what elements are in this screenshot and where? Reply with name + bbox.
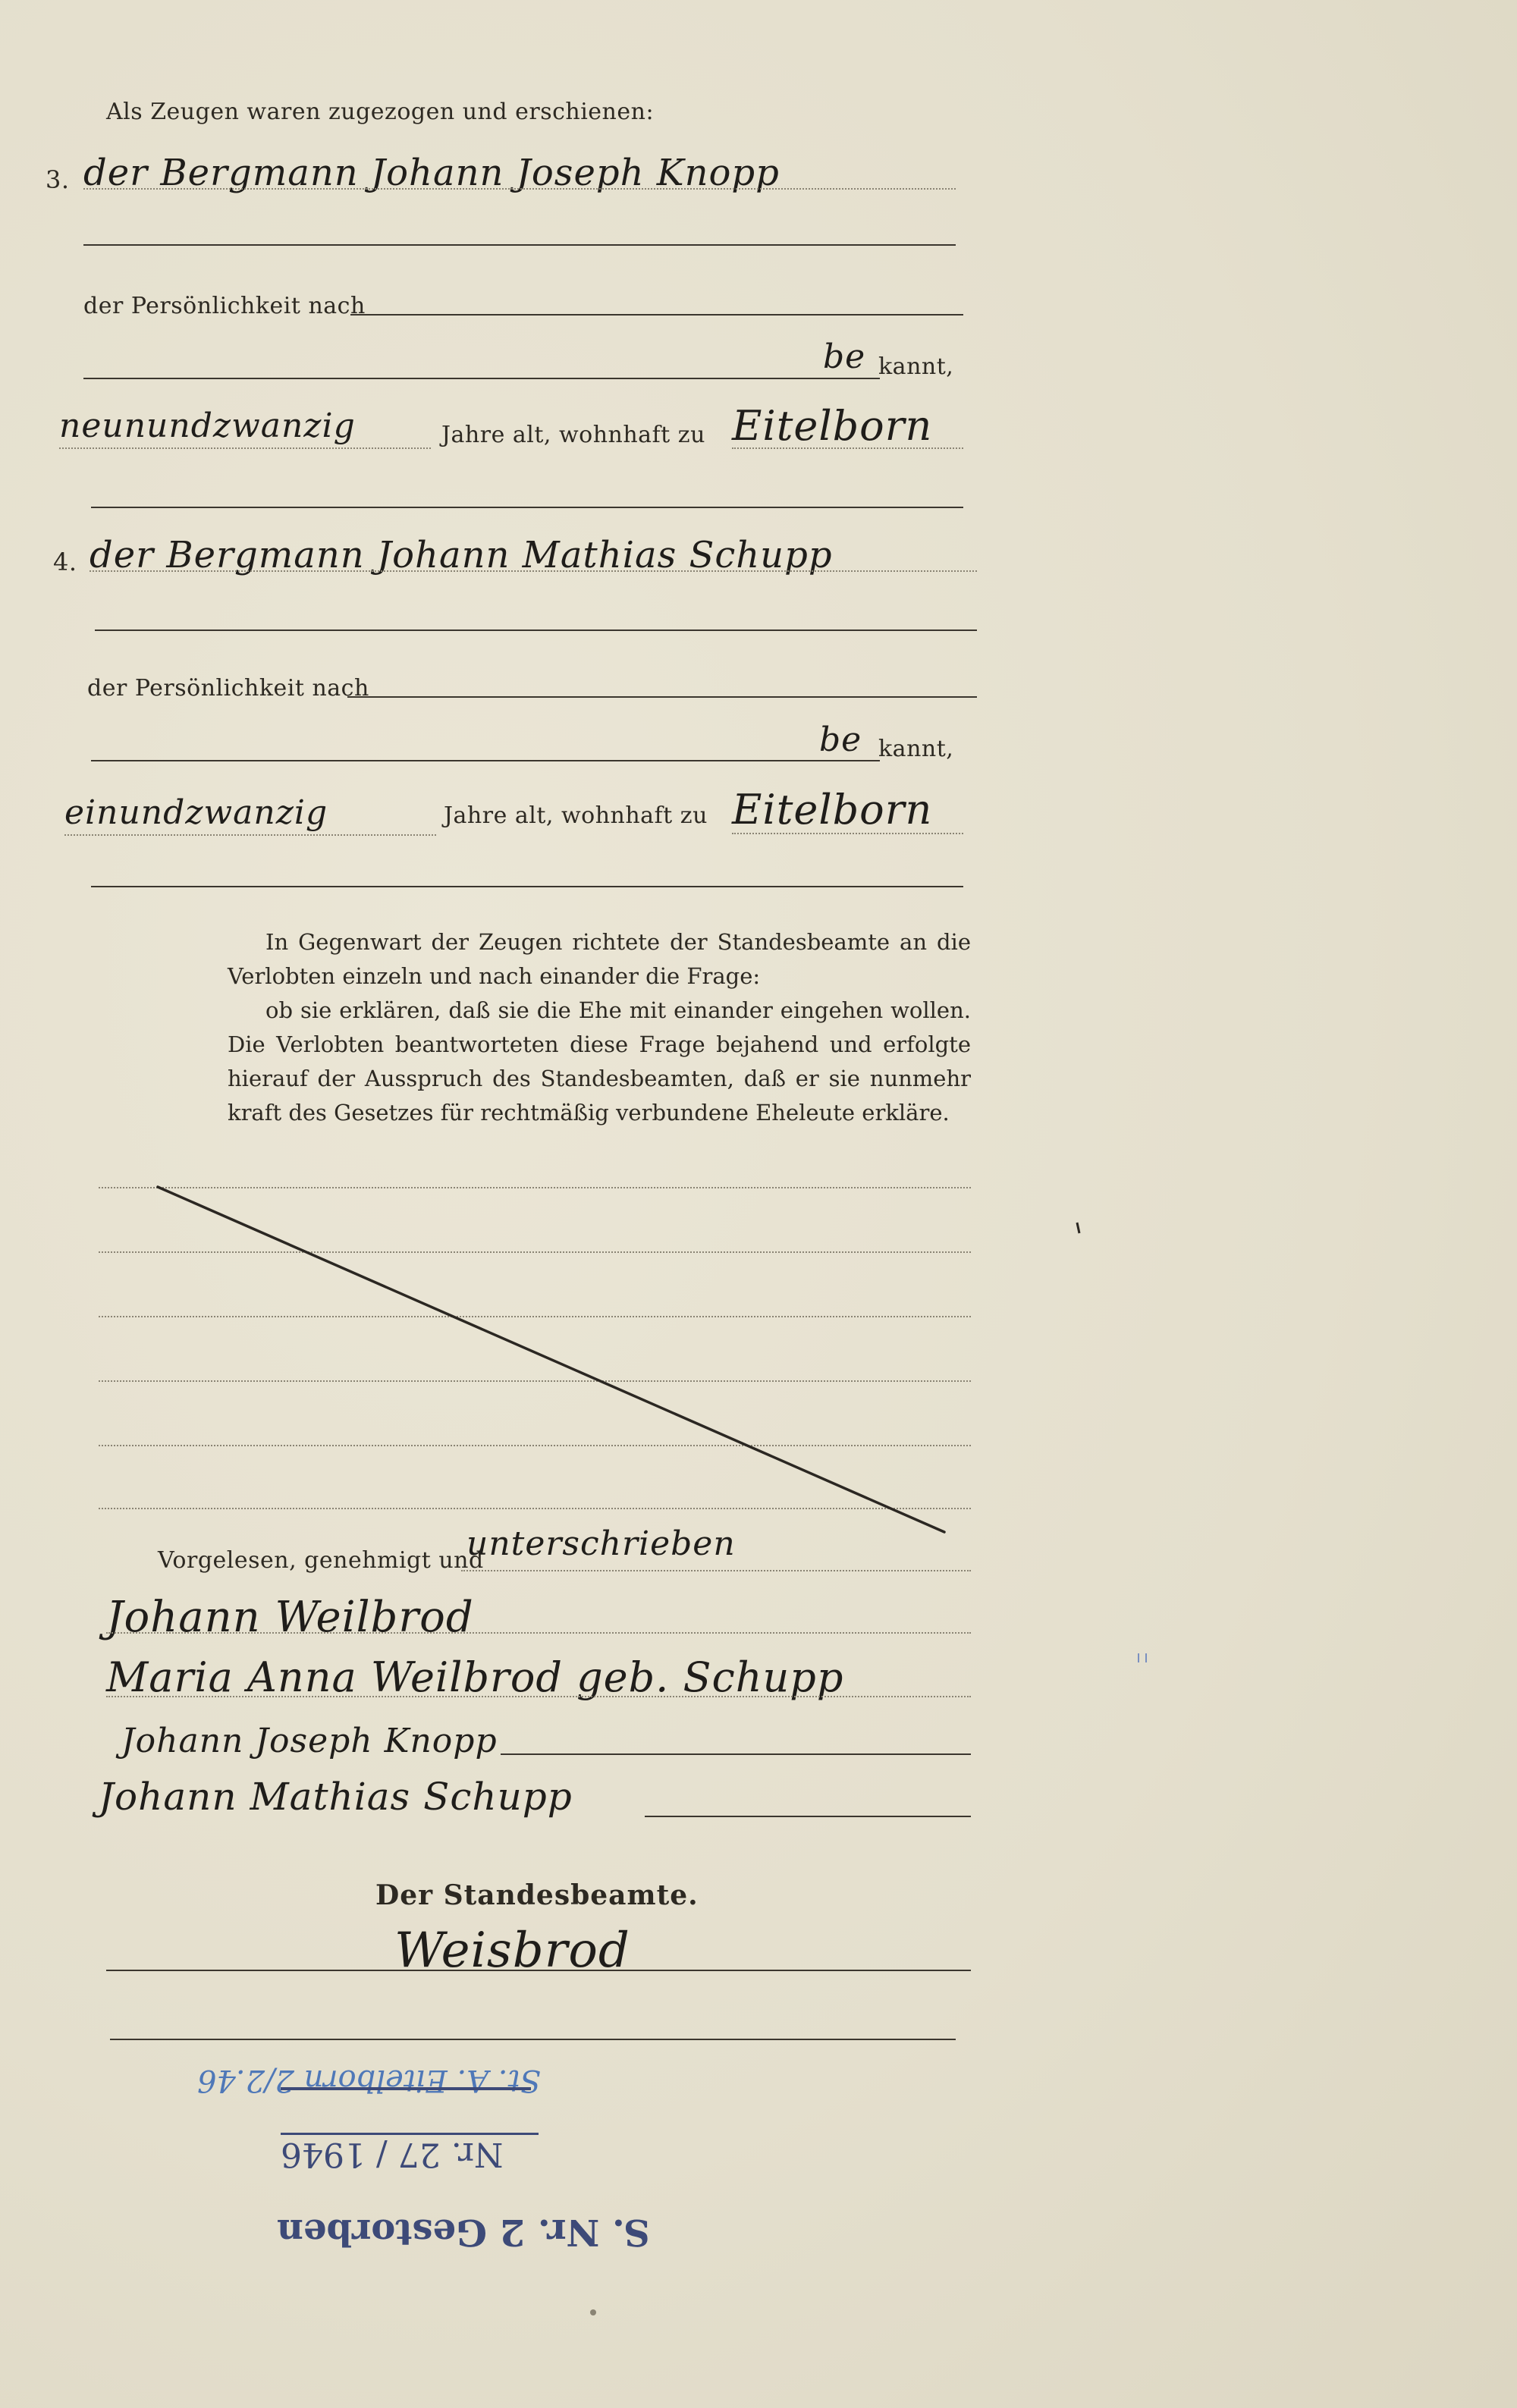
- signature-bride: Maria Anna Weilbrod geb. Schupp: [106, 1653, 844, 1701]
- registration-stamp-rule: [281, 2133, 539, 2135]
- witness-4-age: einundzwanzig: [64, 793, 328, 832]
- signature-line-1: [106, 1632, 971, 1634]
- witness-intro: Als Zeugen waren zugezogen und erschienen:: [106, 99, 655, 125]
- blue-mark: [1138, 1653, 1147, 1662]
- witness-3-name: der Bergmann Johann Joseph Knopp: [83, 152, 780, 194]
- closing-handwritten: unterschrieben: [466, 1524, 736, 1563]
- signature-witness-3: Johann Joseph Knopp: [121, 1722, 498, 1760]
- witness-4-age-label: Jahre alt, wohnhaft zu: [444, 802, 708, 829]
- closing-line: [461, 1570, 971, 1571]
- blue-note-strike: [281, 2087, 531, 2090]
- witness-3-known-label: kannt,: [878, 353, 954, 380]
- witness-3-number: 3.: [46, 165, 70, 194]
- official-line-2: [110, 2039, 956, 2040]
- official-signature: Weisbrod: [394, 1923, 630, 1979]
- signature-groom: Johann Weilbrod: [106, 1593, 474, 1642]
- closing-label: Vorgelesen, genehmigt und: [158, 1547, 484, 1574]
- death-reference-stamp: S. Nr. 2 Gestorben: [277, 2211, 650, 2253]
- official-title: Der Standesbeamte.: [375, 1879, 699, 1911]
- witness-3-identity-label: der Persönlichkeit nach: [83, 293, 366, 319]
- witness-3-age-label: Jahre alt, wohnhaft zu: [441, 422, 705, 448]
- ceremony-declaration: ob sie erklären, daß sie die Ehe mit einander eingehen wollen. Die Verlobten beantworteten diese Frage bejahend und erfolgte hierauf der Ausspruch des Standesbeamten, daß er sie nunmehr kraft des Gesetzes für rechtmäßig verbundene Eheleute erkläre.: [228, 997, 971, 1126]
- registration-number-stamp: Nr. 27 / 1946: [281, 2135, 504, 2174]
- witness-3-age: neunundzwanzig: [59, 407, 356, 445]
- official-line-1: [106, 1970, 971, 1971]
- signature-line-3: [501, 1753, 971, 1755]
- witness-4-identity-label: der Persönlichkeit nach: [87, 675, 369, 702]
- ceremony-question: In Gegenwart der Zeugen richtete der Standesbeamte an die Verlobten einzeln und nach einander die Frage:: [228, 929, 971, 989]
- signature-line-2: [106, 1696, 971, 1697]
- witness-4-name: der Bergmann Johann Mathias Schupp: [90, 534, 833, 576]
- witness-4-known-hw: be: [819, 721, 862, 759]
- signature-witness-4: Johann Mathias Schupp: [99, 1775, 573, 1819]
- witness-4-residence: Eitelborn: [732, 786, 933, 834]
- blue-marginal-note: St. A. Eitelborn 2/2.46: [197, 2063, 542, 2098]
- signature-line-4: [645, 1816, 971, 1817]
- witness-4-known-label: kannt,: [878, 736, 954, 762]
- witness-3-known-hw: be: [823, 337, 866, 376]
- witness-4-number: 4.: [53, 548, 77, 576]
- witness-3-residence: Eitelborn: [732, 402, 933, 450]
- paper-speck: [590, 2309, 596, 2315]
